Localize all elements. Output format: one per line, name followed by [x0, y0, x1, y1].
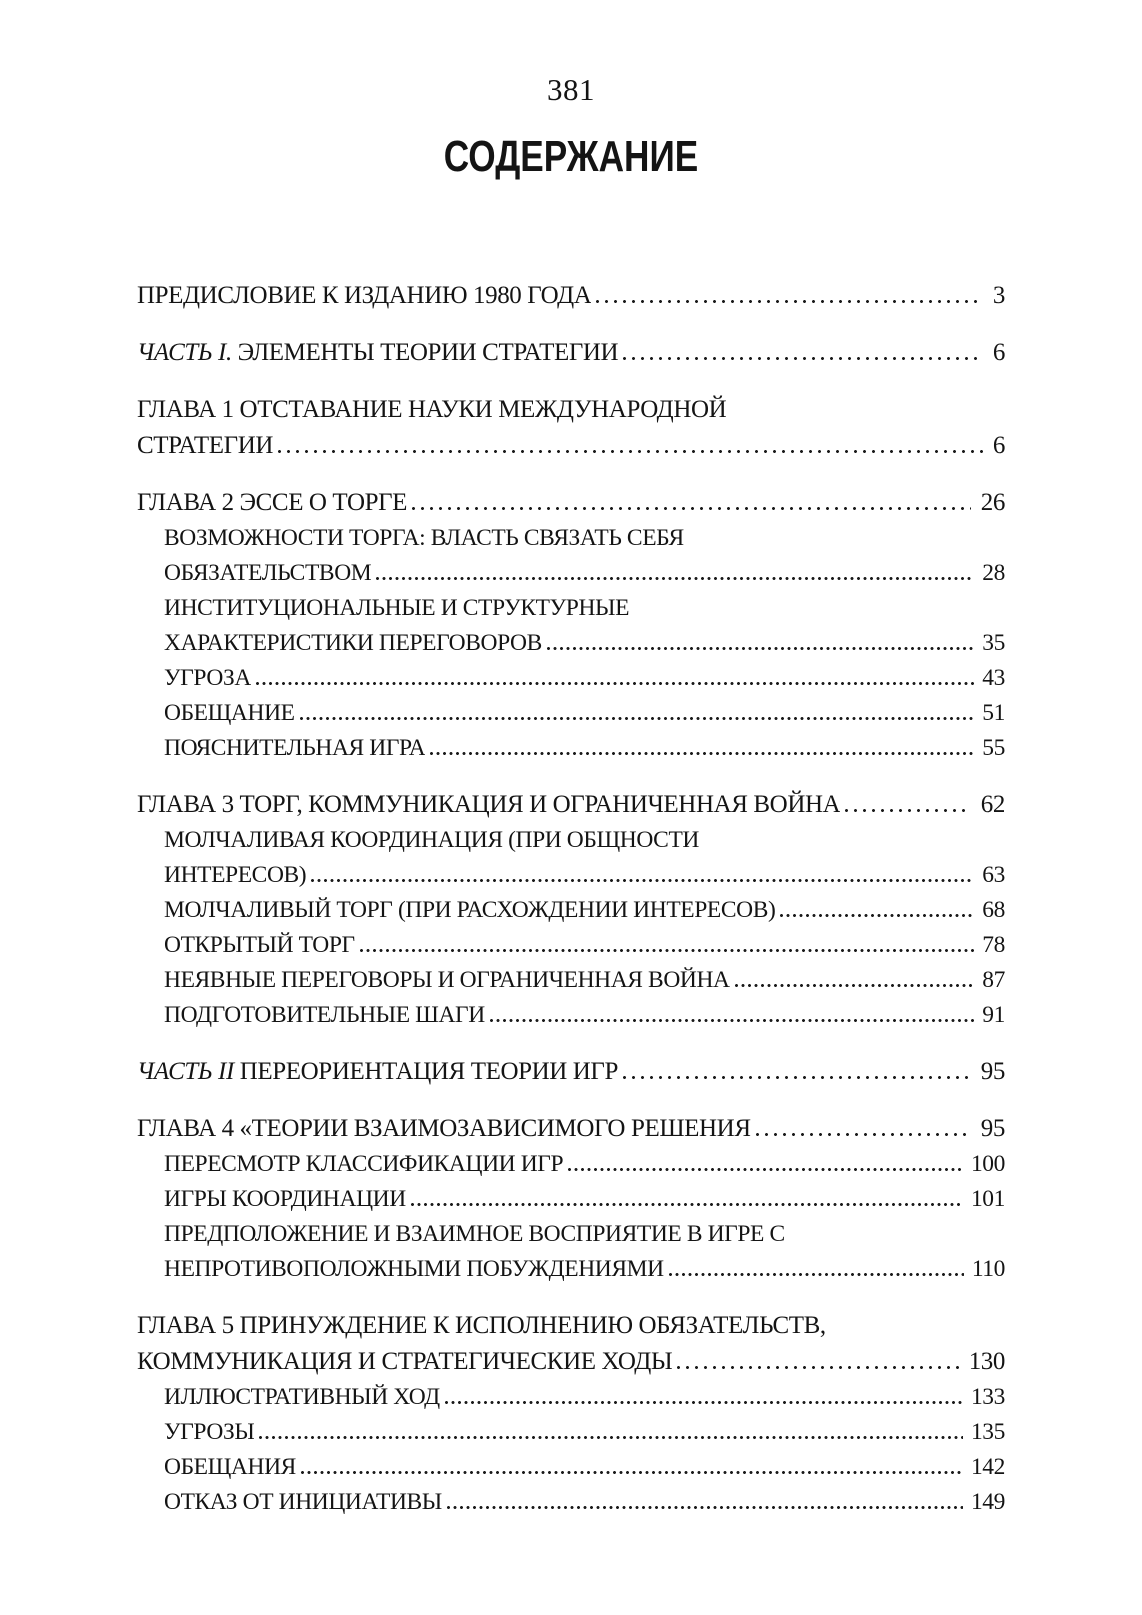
toc-line	[164, 1415, 1005, 1450]
dot-leader	[259, 1436, 963, 1439]
dot-leader	[278, 450, 983, 453]
toc-line	[137, 392, 1005, 428]
dot-leader	[547, 647, 974, 650]
toc-page-number: 43	[982, 665, 1005, 691]
toc-entry-chapter	[137, 278, 1005, 314]
toc-entry-text: ПЕРЕСМОТР КЛАССИФИКАЦИИ ИГР	[164, 1151, 564, 1177]
toc-entry-text: МОЛЧАЛИВЫЙ ТОРГ (ПРИ РАСХОЖДЕНИИ ИНТЕРЕСОВ)	[164, 897, 776, 923]
toc-line	[137, 335, 1005, 371]
toc-line	[164, 1147, 1005, 1182]
toc-line	[164, 858, 1005, 893]
toc-page-number: 55	[982, 735, 1005, 761]
dot-leader	[301, 1471, 963, 1474]
toc-page-number: 78	[982, 932, 1005, 958]
toc-entry-chapter	[137, 392, 1005, 464]
toc-page-number: 101	[970, 1186, 1005, 1212]
toc-entry-text: НЕПРОТИВОПОЛОЖНЫМИ ПОБУЖДЕНИЯМИ	[164, 1256, 664, 1282]
toc-entry-text: ОБЯЗАТЕЛЬСТВОМ	[164, 560, 372, 586]
toc-entry-text: ЧАСТЬ I. ЭЛЕМЕНТЫ ТЕОРИИ СТРАТЕГИИ	[137, 339, 619, 366]
toc-entry-text: ИЛЛЮСТРАТИВНЫЙ ХОД	[164, 1384, 440, 1410]
toc-page-number: 62	[980, 791, 1005, 818]
toc-entry-text: ХАРАКТЕРИСТИКИ ПЕРЕГОВОРОВ	[164, 630, 542, 656]
toc-page-number: 149	[970, 1489, 1005, 1515]
toc-entry-section	[137, 1217, 1005, 1287]
toc-line	[164, 591, 1005, 626]
toc-page-number: 130	[968, 1348, 1005, 1375]
toc-line	[164, 1380, 1005, 1415]
toc-entry-text: ГЛАВА 2 ЭССЕ О ТОРГЕ	[137, 489, 408, 516]
toc-entry-chapter	[137, 1308, 1005, 1380]
page-number-header: 381	[547, 72, 595, 107]
toc-line	[164, 521, 1005, 556]
toc-entry-text: ПОЯСНИТЕЛЬНАЯ ИГРА	[164, 735, 426, 761]
toc-line	[164, 823, 1005, 858]
toc-entry-text: УГРОЗА	[164, 665, 251, 691]
part-label-italic: ЧАСТЬ II	[137, 1058, 234, 1085]
toc-entry-section	[137, 731, 1005, 766]
toc-entry-section	[137, 963, 1005, 998]
toc-entry-section	[137, 1380, 1005, 1415]
toc-page-number: 26	[980, 489, 1005, 516]
toc-page-number: 142	[970, 1454, 1005, 1480]
part-label-italic: ЧАСТЬ I.	[137, 339, 232, 366]
toc-line	[164, 731, 1005, 766]
toc-entry-section	[137, 998, 1005, 1033]
dot-leader	[669, 1273, 964, 1276]
toc-entry-text: ЧАСТЬ II ПЕРЕОРИЕНТАЦИЯ ТЕОРИИ ИГР	[137, 1058, 618, 1085]
toc-line	[137, 485, 1005, 521]
toc-entry-section	[137, 928, 1005, 963]
toc-entry-section	[137, 521, 1005, 591]
toc-line	[164, 626, 1005, 661]
toc-entry-text: СТРАТЕГИИ	[137, 432, 274, 459]
toc-entry-text: ОТКАЗ ОТ ИНИЦИАТИВЫ	[164, 1489, 442, 1515]
toc-entry-chapter	[137, 485, 1005, 521]
toc-line	[137, 428, 1005, 464]
toc-entry-chapter	[137, 335, 1005, 371]
dot-leader	[623, 357, 983, 360]
toc-page-number: 95	[980, 1115, 1005, 1142]
toc-page-number: 6	[992, 339, 1005, 366]
toc-entry-section	[137, 1147, 1005, 1182]
toc-page-number: 100	[970, 1151, 1005, 1177]
toc-entry-section	[137, 661, 1005, 696]
dot-leader	[311, 879, 974, 882]
dot-leader	[623, 1076, 971, 1079]
toc-line	[164, 963, 1005, 998]
toc-entry-section	[137, 823, 1005, 893]
toc-line	[164, 661, 1005, 696]
toc-entry-text: КОММУНИКАЦИЯ И СТРАТЕГИЧЕСКИЕ ХОДЫ	[137, 1348, 673, 1375]
toc-line	[164, 696, 1005, 731]
toc-line	[137, 278, 1005, 314]
toc-line	[164, 1182, 1005, 1217]
dot-leader	[596, 300, 983, 303]
toc-entry-section	[137, 893, 1005, 928]
toc-page-number: 6	[992, 432, 1005, 459]
dot-leader	[756, 1133, 971, 1136]
toc-line	[137, 1111, 1005, 1147]
toc-line	[137, 1344, 1005, 1380]
toc-entry-text: УГРОЗЫ	[164, 1419, 255, 1445]
toc-page-number: 110	[971, 1256, 1005, 1282]
toc-page-number: 35	[982, 630, 1005, 656]
toc-entry-text: ИНСТИТУЦИОНАЛЬНЫЕ И СТРУКТУРНЫЕ	[164, 595, 630, 621]
toc-entry-text: ГЛАВА 3 ТОРГ, КОММУНИКАЦИЯ И ОГРАНИЧЕННАЯ ВОЙНА	[137, 791, 841, 818]
toc-entry-section	[137, 1450, 1005, 1485]
toc-entry-section	[137, 696, 1005, 731]
toc-entry-text: МОЛЧАЛИВАЯ КООРДИНАЦИЯ (ПРИ ОБЩНОСТИ	[164, 827, 699, 853]
toc-entry-section	[137, 1485, 1005, 1520]
toc-entry-text: НЕЯВНЫЕ ПЕРЕГОВОРЫ И ОГРАНИЧЕННАЯ ВОЙНА	[164, 967, 730, 993]
toc-entry-text: ИНТЕРЕСОВ)	[164, 862, 307, 888]
toc-entry-text: ИГРЫ КООРДИНАЦИИ	[164, 1186, 406, 1212]
toc-line	[137, 1054, 1005, 1090]
toc-entry-text: ГЛАВА 1 ОТСТАВАНИЕ НАУКИ МЕЖДУНАРОДНОЙ	[137, 396, 727, 423]
dot-leader	[360, 949, 975, 952]
dot-leader	[411, 1203, 963, 1206]
toc-line	[164, 1217, 1005, 1252]
toc-page-number: 28	[982, 560, 1005, 586]
toc-line	[164, 556, 1005, 591]
toc-line	[164, 1252, 1005, 1287]
toc-entry-chapter	[137, 1111, 1005, 1147]
toc-page-number: 135	[970, 1419, 1005, 1445]
toc-entry-section	[137, 591, 1005, 661]
toc-page-number: 91	[982, 1002, 1005, 1028]
toc-line	[164, 893, 1005, 928]
toc-entry-section	[137, 1182, 1005, 1217]
dot-leader	[780, 914, 974, 917]
dot-leader	[490, 1019, 975, 1022]
toc-entry-text: ГЛАВА 5 ПРИНУЖДЕНИЕ К ИСПОЛНЕНИЮ ОБЯЗАТЕЛЬСТВ,	[137, 1312, 826, 1339]
toc-page-number: 68	[982, 897, 1005, 923]
toc-entry-text: ПРЕДИСЛОВИЕ К ИЗДАНИЮ 1980 ГОДА	[137, 282, 592, 309]
toc-page-number: 133	[970, 1384, 1005, 1410]
toc-page-number: 63	[982, 862, 1005, 888]
toc-page-number: 3	[992, 282, 1005, 309]
dot-leader	[376, 577, 974, 580]
toc-entry-text: ОБЕЩАНИЕ	[164, 700, 295, 726]
page-title: СОДЕРЖАНИЕ	[443, 132, 699, 181]
dot-leader	[447, 1506, 963, 1509]
toc-line	[137, 787, 1005, 823]
dot-leader	[568, 1168, 963, 1171]
toc-entry-chapter	[137, 1054, 1005, 1090]
toc-line	[164, 998, 1005, 1033]
toc-page-number: 87	[982, 967, 1005, 993]
toc-page-number: 51	[982, 700, 1005, 726]
toc-entry-text: ОБЕЩАНИЯ	[164, 1454, 296, 1480]
dot-leader	[445, 1401, 963, 1404]
dot-leader	[256, 682, 974, 685]
dot-leader	[412, 507, 971, 510]
toc-line	[137, 1308, 1005, 1344]
toc-entry-text: ВОЗМОЖНОСТИ ТОРГА: ВЛАСТЬ СВЯЗАТЬ СЕБЯ	[164, 525, 684, 551]
dot-leader	[300, 717, 975, 720]
dot-leader	[430, 752, 974, 755]
toc-page-number: 95	[980, 1058, 1005, 1085]
toc-line	[164, 1485, 1005, 1520]
dot-leader	[845, 809, 971, 812]
toc-entry-chapter	[137, 787, 1005, 823]
toc-entry-text: ГЛАВА 4 «ТЕОРИИ ВЗАИМОЗАВИСИМОГО РЕШЕНИЯ	[137, 1115, 751, 1142]
dot-leader	[735, 984, 975, 987]
toc-entry-text: ОТКРЫТЫЙ ТОРГ	[164, 932, 355, 958]
dot-leader	[677, 1366, 958, 1369]
toc-line	[164, 928, 1005, 963]
toc-entry-text: ПОДГОТОВИТЕЛЬНЫЕ ШАГИ	[164, 1002, 485, 1028]
toc-list	[137, 278, 1005, 1520]
toc-entry-section	[137, 1415, 1005, 1450]
toc-entry-text: ПРЕДПОЛОЖЕНИЕ И ВЗАИМНОЕ ВОСПРИЯТИЕ В ИГРЕ С	[164, 1221, 785, 1247]
toc-line	[164, 1450, 1005, 1485]
